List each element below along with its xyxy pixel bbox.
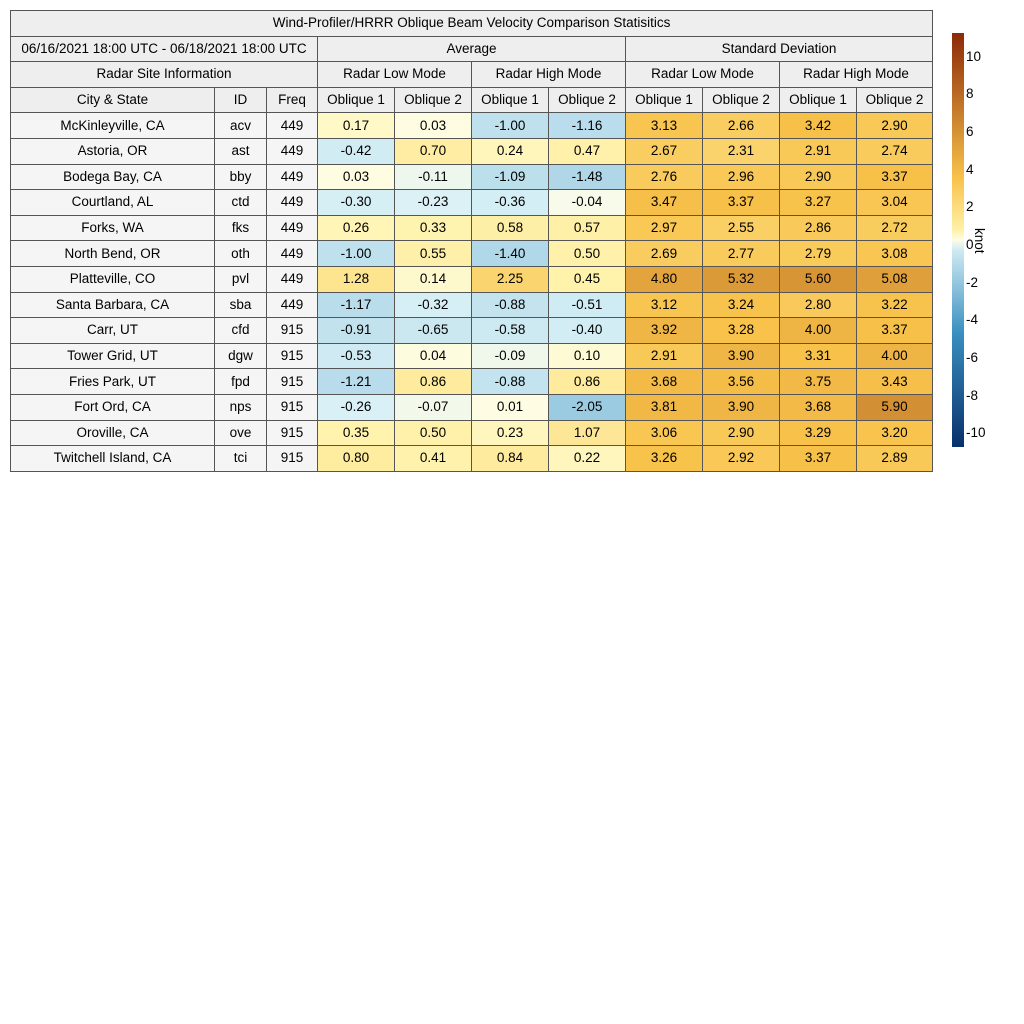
stddev-value-cell: 5.32 xyxy=(703,266,780,292)
average-value-cell: 0.58 xyxy=(472,215,549,241)
site-id: ove xyxy=(215,420,267,446)
site-id: pvl xyxy=(215,266,267,292)
table-row xyxy=(11,394,933,420)
site-city: Tower Grid, UT xyxy=(11,343,215,369)
site-freq: 915 xyxy=(267,446,318,472)
average-value-cell: 0.86 xyxy=(395,369,472,395)
average-value-cell: -0.36 xyxy=(472,190,549,216)
site-id: fpd xyxy=(215,369,267,395)
average-value-cell: -0.26 xyxy=(318,394,395,420)
stddev-low-mode-header: Radar Low Mode xyxy=(626,62,780,88)
table-row xyxy=(11,446,933,472)
average-value-cell: -0.07 xyxy=(395,394,472,420)
table-row xyxy=(11,266,933,292)
average-value-cell: -0.04 xyxy=(549,190,626,216)
site-city: Fort Ord, CA xyxy=(11,394,215,420)
column-header-oblique-2: Oblique 2 xyxy=(857,87,933,113)
stddev-value-cell: 3.43 xyxy=(857,369,933,395)
stddev-value-cell: 3.13 xyxy=(626,113,703,139)
column-header-oblique-2: Oblique 2 xyxy=(549,87,626,113)
stddev-value-cell: 2.96 xyxy=(703,164,780,190)
average-value-cell: 0.50 xyxy=(395,420,472,446)
average-value-cell: 0.33 xyxy=(395,215,472,241)
average-value-cell: -0.09 xyxy=(472,343,549,369)
average-value-cell: 0.24 xyxy=(472,138,549,164)
average-value-cell: -1.48 xyxy=(549,164,626,190)
site-freq: 449 xyxy=(267,241,318,267)
column-header-oblique-1: Oblique 1 xyxy=(318,87,395,113)
site-city: Fries Park, UT xyxy=(11,369,215,395)
average-value-cell: 0.14 xyxy=(395,266,472,292)
site-id: oth xyxy=(215,241,267,267)
stddev-value-cell: 4.80 xyxy=(626,266,703,292)
average-value-cell: -1.17 xyxy=(318,292,395,318)
stddev-value-cell: 2.92 xyxy=(703,446,780,472)
site-city: Carr, UT xyxy=(11,318,215,344)
stddev-value-cell: 3.37 xyxy=(857,318,933,344)
average-value-cell: 1.28 xyxy=(318,266,395,292)
stddev-value-cell: 3.92 xyxy=(626,318,703,344)
average-value-cell: 0.03 xyxy=(318,164,395,190)
site-city: Astoria, OR xyxy=(11,138,215,164)
colorbar-tick-label: 0 xyxy=(966,237,974,252)
average-value-cell: 0.10 xyxy=(549,343,626,369)
average-value-cell: 0.57 xyxy=(549,215,626,241)
average-value-cell: 0.45 xyxy=(549,266,626,292)
stddev-value-cell: 3.37 xyxy=(780,446,857,472)
table-row xyxy=(11,292,933,318)
site-city: Courtland, AL xyxy=(11,190,215,216)
stddev-value-cell: 2.86 xyxy=(780,215,857,241)
table-row xyxy=(11,343,933,369)
colorbar-tick-label: -10 xyxy=(966,425,986,441)
average-value-cell: -0.40 xyxy=(549,318,626,344)
site-id: bby xyxy=(215,164,267,190)
site-id: nps xyxy=(215,394,267,420)
average-high-mode-header: Radar High Mode xyxy=(472,62,626,88)
average-value-cell: -0.58 xyxy=(472,318,549,344)
average-value-cell: -0.91 xyxy=(318,318,395,344)
average-value-cell: 0.80 xyxy=(318,446,395,472)
average-value-cell: -0.51 xyxy=(549,292,626,318)
average-value-cell: -0.88 xyxy=(472,369,549,395)
average-value-cell: 2.25 xyxy=(472,266,549,292)
stddev-value-cell: 3.47 xyxy=(626,190,703,216)
site-id: ast xyxy=(215,138,267,164)
average-value-cell: -0.32 xyxy=(395,292,472,318)
site-freq: 449 xyxy=(267,164,318,190)
average-value-cell: -0.11 xyxy=(395,164,472,190)
table-row xyxy=(11,164,933,190)
average-value-cell: 1.07 xyxy=(549,420,626,446)
stddev-value-cell: 2.72 xyxy=(857,215,933,241)
average-value-cell: -2.05 xyxy=(549,394,626,420)
table-body xyxy=(11,113,933,471)
stddev-value-cell: 2.76 xyxy=(626,164,703,190)
site-freq: 915 xyxy=(267,420,318,446)
table-title: Wind-Profiler/HRRR Oblique Beam Velocity Comparison Statisitics xyxy=(11,11,933,37)
average-value-cell: 0.17 xyxy=(318,113,395,139)
stddev-value-cell: 3.56 xyxy=(703,369,780,395)
colorbar-tick-label: 10 xyxy=(966,48,982,64)
colorbar-unit-label: knot xyxy=(972,228,987,254)
stddev-value-cell: 2.69 xyxy=(626,241,703,267)
site-city: Oroville, CA xyxy=(11,420,215,446)
site-info-header: Radar Site Information xyxy=(11,62,318,88)
colorbar-tick-label: 8 xyxy=(966,86,974,102)
average-value-cell: 0.04 xyxy=(395,343,472,369)
stddev-value-cell: 3.42 xyxy=(780,113,857,139)
site-id: dgw xyxy=(215,343,267,369)
stddev-value-cell: 2.90 xyxy=(703,420,780,446)
site-city: Platteville, CO xyxy=(11,266,215,292)
site-id: sba xyxy=(215,292,267,318)
colorbar xyxy=(952,33,964,447)
average-value-cell: -0.42 xyxy=(318,138,395,164)
site-freq: 449 xyxy=(267,215,318,241)
stddev-value-cell: 4.00 xyxy=(780,318,857,344)
stddev-value-cell: 3.26 xyxy=(626,446,703,472)
stddev-value-cell: 3.08 xyxy=(857,241,933,267)
stddev-value-cell: 2.91 xyxy=(626,343,703,369)
stddev-value-cell: 2.91 xyxy=(780,138,857,164)
average-value-cell: -1.40 xyxy=(472,241,549,267)
stddev-value-cell: 2.55 xyxy=(703,215,780,241)
table-row xyxy=(11,113,933,139)
stddev-value-cell: 3.37 xyxy=(703,190,780,216)
average-low-mode-header: Radar Low Mode xyxy=(318,62,472,88)
average-value-cell: -1.09 xyxy=(472,164,549,190)
stddev-value-cell: 3.68 xyxy=(626,369,703,395)
average-value-cell: 0.55 xyxy=(395,241,472,267)
column-header-city: City & State xyxy=(11,87,215,113)
stddev-value-cell: 5.60 xyxy=(780,266,857,292)
site-city: Forks, WA xyxy=(11,215,215,241)
site-city: North Bend, OR xyxy=(11,241,215,267)
average-value-cell: 0.35 xyxy=(318,420,395,446)
average-value-cell: -1.21 xyxy=(318,369,395,395)
site-id: ctd xyxy=(215,190,267,216)
average-value-cell: 0.03 xyxy=(395,113,472,139)
stddev-value-cell: 3.28 xyxy=(703,318,780,344)
average-value-cell: -0.65 xyxy=(395,318,472,344)
table-row xyxy=(11,318,933,344)
column-header-freq: Freq xyxy=(267,87,318,113)
site-freq: 449 xyxy=(267,266,318,292)
stddev-value-cell: 3.81 xyxy=(626,394,703,420)
site-id: acv xyxy=(215,113,267,139)
average-value-cell: 0.70 xyxy=(395,138,472,164)
stddev-high-mode-header: Radar High Mode xyxy=(780,62,933,88)
table-row xyxy=(11,369,933,395)
average-value-cell: 0.23 xyxy=(472,420,549,446)
average-value-cell: -1.00 xyxy=(318,241,395,267)
average-value-cell: -0.23 xyxy=(395,190,472,216)
date-range: 06/16/2021 18:00 UTC - 06/18/2021 18:00 UTC xyxy=(11,36,318,62)
site-freq: 449 xyxy=(267,138,318,164)
site-freq: 915 xyxy=(267,369,318,395)
average-value-cell: -0.88 xyxy=(472,292,549,318)
site-freq: 449 xyxy=(267,113,318,139)
colorbar-tick-label: 2 xyxy=(966,199,974,215)
site-freq: 449 xyxy=(267,292,318,318)
site-city: McKinleyville, CA xyxy=(11,113,215,139)
stddev-value-cell: 3.68 xyxy=(780,394,857,420)
site-city: Santa Barbara, CA xyxy=(11,292,215,318)
colorbar-tick-label: 6 xyxy=(966,124,974,140)
average-value-cell: 0.22 xyxy=(549,446,626,472)
site-city: Twitchell Island, CA xyxy=(11,446,215,472)
stddev-value-cell: 3.24 xyxy=(703,292,780,318)
site-id: cfd xyxy=(215,318,267,344)
stddev-value-cell: 3.27 xyxy=(780,190,857,216)
stddev-value-cell: 3.31 xyxy=(780,343,857,369)
stddev-value-cell: 3.04 xyxy=(857,190,933,216)
average-value-cell: -1.00 xyxy=(472,113,549,139)
stddev-value-cell: 2.66 xyxy=(703,113,780,139)
stddev-value-cell: 2.79 xyxy=(780,241,857,267)
stddev-value-cell: 3.75 xyxy=(780,369,857,395)
stddev-value-cell: 3.22 xyxy=(857,292,933,318)
stddev-value-cell: 3.12 xyxy=(626,292,703,318)
average-group-header: Average xyxy=(318,36,626,62)
column-header-oblique-1: Oblique 1 xyxy=(626,87,703,113)
stddev-value-cell: 3.37 xyxy=(857,164,933,190)
stddev-value-cell: 4.00 xyxy=(857,343,933,369)
colorbar-tick-label: 4 xyxy=(966,161,974,177)
stddev-value-cell: 5.90 xyxy=(857,394,933,420)
average-value-cell: 0.86 xyxy=(549,369,626,395)
colorbar-tick-label: -4 xyxy=(966,312,979,328)
stddev-value-cell: 2.90 xyxy=(857,113,933,139)
stddev-value-cell: 2.97 xyxy=(626,215,703,241)
stddev-value-cell: 3.06 xyxy=(626,420,703,446)
stddev-value-cell: 2.90 xyxy=(780,164,857,190)
stddev-value-cell: 3.29 xyxy=(780,420,857,446)
table-row xyxy=(11,190,933,216)
table-row xyxy=(11,138,933,164)
column-header-oblique-2: Oblique 2 xyxy=(395,87,472,113)
stddev-value-cell: 5.08 xyxy=(857,266,933,292)
stddev-value-cell: 2.77 xyxy=(703,241,780,267)
stddev-value-cell: 2.67 xyxy=(626,138,703,164)
stddev-value-cell: 3.90 xyxy=(703,394,780,420)
site-id: tci xyxy=(215,446,267,472)
colorbar-tick-label: -6 xyxy=(966,349,979,365)
average-value-cell: 0.41 xyxy=(395,446,472,472)
stddev-value-cell: 3.90 xyxy=(703,343,780,369)
average-value-cell: 0.01 xyxy=(472,394,549,420)
average-value-cell: -0.53 xyxy=(318,343,395,369)
site-freq: 449 xyxy=(267,190,318,216)
average-value-cell: -1.16 xyxy=(549,113,626,139)
column-header-oblique-1: Oblique 1 xyxy=(780,87,857,113)
table-row xyxy=(11,420,933,446)
average-value-cell: 0.50 xyxy=(549,241,626,267)
site-id: fks xyxy=(215,215,267,241)
site-freq: 915 xyxy=(267,318,318,344)
stddev-value-cell: 3.20 xyxy=(857,420,933,446)
site-freq: 915 xyxy=(267,343,318,369)
average-value-cell: 0.47 xyxy=(549,138,626,164)
table-row xyxy=(11,241,933,267)
site-city: Bodega Bay, CA xyxy=(11,164,215,190)
column-header-id: ID xyxy=(215,87,267,113)
table-row xyxy=(11,215,933,241)
stddev-value-cell: 2.31 xyxy=(703,138,780,164)
statistics-table xyxy=(10,10,933,472)
colorbar-tick-label: -2 xyxy=(966,274,979,290)
average-value-cell: 0.84 xyxy=(472,446,549,472)
column-header-oblique-1: Oblique 1 xyxy=(472,87,549,113)
average-value-cell: 0.26 xyxy=(318,215,395,241)
column-header-oblique-2: Oblique 2 xyxy=(703,87,780,113)
stddev-group-header: Standard Deviation xyxy=(626,36,933,62)
site-freq: 915 xyxy=(267,394,318,420)
average-value-cell: -0.30 xyxy=(318,190,395,216)
colorbar-tick-label: -8 xyxy=(966,387,979,403)
stddev-value-cell: 2.74 xyxy=(857,138,933,164)
stddev-value-cell: 2.80 xyxy=(780,292,857,318)
stddev-value-cell: 2.89 xyxy=(857,446,933,472)
